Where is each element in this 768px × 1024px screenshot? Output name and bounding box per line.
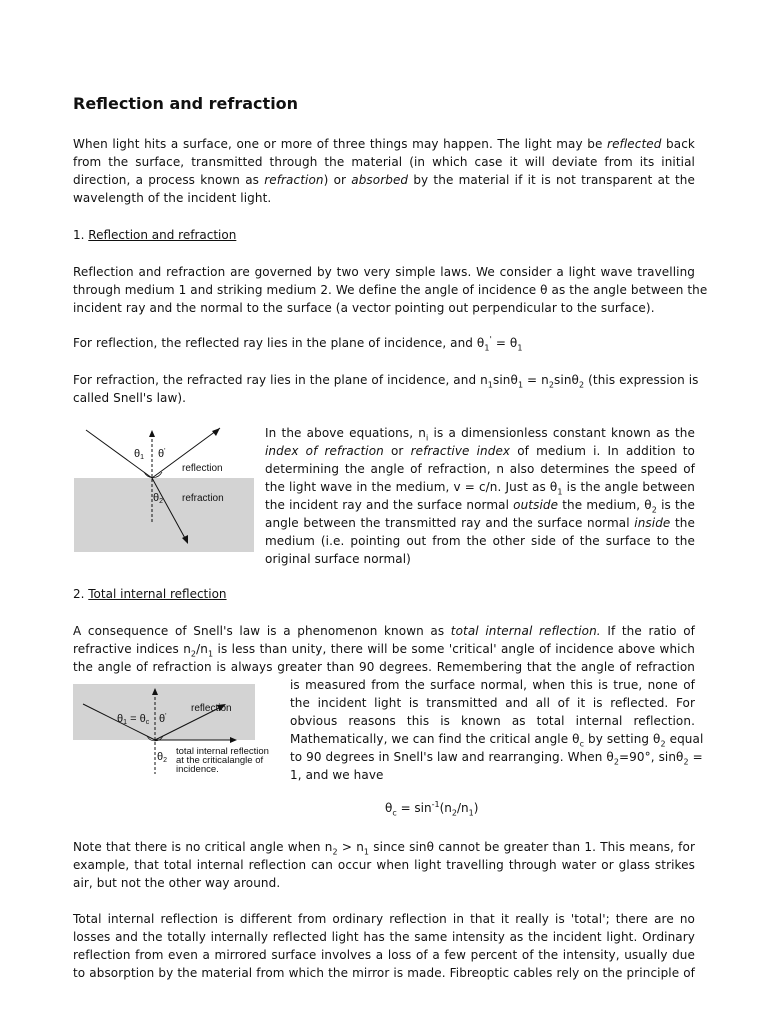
- figure-refraction: [74, 424, 254, 556]
- critical-angle-formula: $\theta_c = \sin^{-1}(n_2/n_1)$: [385, 800, 479, 818]
- label-tir-line2: at the criticalangle of: [176, 755, 264, 766]
- svg-text:θ2: θ2: [157, 751, 168, 764]
- normal-arrowhead: [149, 430, 155, 437]
- refraction-diagram: [74, 424, 254, 552]
- section-heading-2: 2. Total internal reflection: [73, 587, 227, 601]
- refractive-index-paragraph: In the above equations, $n_i$ is a dimensionless constant known as the index of refraction or refractive index of medium i. In addition to determining the angle of refraction, n also determines the speed of the light wave in the medium, v = c/n. Just as $\theta_1$ is the angle between the incident ray and the surface normal outside the medium, $\theta_2$ is the angle between the transmitted ray and the surface normal inside the medium (i.e. pointing out from the other side of the surface to the original surface normal): [265, 426, 695, 566]
- svg-text:θ': θ': [158, 448, 166, 460]
- svg-text:θ2: θ2: [153, 492, 164, 505]
- critical-angle-note: Note that there is no critical angle when $n_2 > n_1$ since sinθ cannot be greater than 1. This means, for example, that total internal reflection can occur when light travelling through water or glass strikes air, but not the other way around.: [73, 840, 695, 890]
- label-tir-line1: total internal reflection: [176, 746, 269, 757]
- label-refraction: refraction: [182, 493, 224, 504]
- tir-paragraph-top: A consequence of Snell's law is a phenomenon known as total internal reflection. If the ratio of refractive indices $n_2/n_1$ is less than unity, there will be some 'critical' angle of incidence above which the angle of refraction is always greater than 90 degrees. Remembering that the angle of refraction: [73, 624, 695, 674]
- page-title: Reflection and refraction: [73, 94, 299, 113]
- section1-paragraph-laws: Reflection and refraction are governed by two very simple laws. We consider a light wave travelling through medium 1 and striking medium 2. We define the angle of incidence θ as the angle between the incident ray and the normal to the surface (a vector pointing out perpendicular to the surface).: [73, 265, 708, 315]
- intro-paragraph: When light hits a surface, one or more of three things may happen. The light may be reflected back from the surface, transmitted through the material (in which case it will deviate from its initial direction, a process known as refraction) or absorbed by the material if it is not transparent at the wavelength of the incident light.: [73, 137, 695, 205]
- svg-text:θ1: θ1: [134, 448, 145, 461]
- label-tir-line3: incidence.: [176, 764, 219, 775]
- snells-law-paragraph: For refraction, the refracted ray lies in the plane of incidence, and $n_1\sin\theta_1 = n_2\sin\theta_2$ (this expression is called Snell's law).: [73, 373, 699, 405]
- reflected-arrowhead: [212, 428, 220, 436]
- label-reflection: reflection: [182, 463, 223, 474]
- tir-paragraph-wrap: is measured from the surface normal, when this is true, none of the incident light is transmitted and all of it is reflected. For obvious reasons this is known as total internal reflection. Mathematically, we can find the critical angle $\theta_c$ by setting $\theta_2$ equal to 90 degrees in Snell's law and rearranging. When $\theta_2=90^\circ$, sinθ$_2$ = 1, and we have: [290, 678, 704, 782]
- tir-vs-reflection-paragraph: Total internal reflection is different from ordinary reflection in that it really is 'total'; there are no losses and the totally internally reflected light has the same intensity as the incident light. Ordinary reflection from even a mirrored surface involves a loss of a few percent of the intensity, usually due to absorption by the material from which the mirror is made. Fibreoptic cables rely on the principle of: [73, 912, 695, 980]
- svg-text:θ': θ': [159, 713, 167, 725]
- reflection-law: For reflection, the reflected ray lies in the plane of incidence, and $\theta_1' = \theta_1$: [73, 335, 523, 353]
- medium-2-region: [74, 478, 254, 552]
- figure-total-internal-reflection: [73, 684, 269, 784]
- tir-diagram: [73, 684, 269, 780]
- label-reflection-2: reflection: [191, 703, 232, 714]
- svg-text:θ1 = θc: θ1 = θc: [117, 713, 150, 726]
- section-heading-1: 1. Reflection and refraction: [73, 228, 237, 242]
